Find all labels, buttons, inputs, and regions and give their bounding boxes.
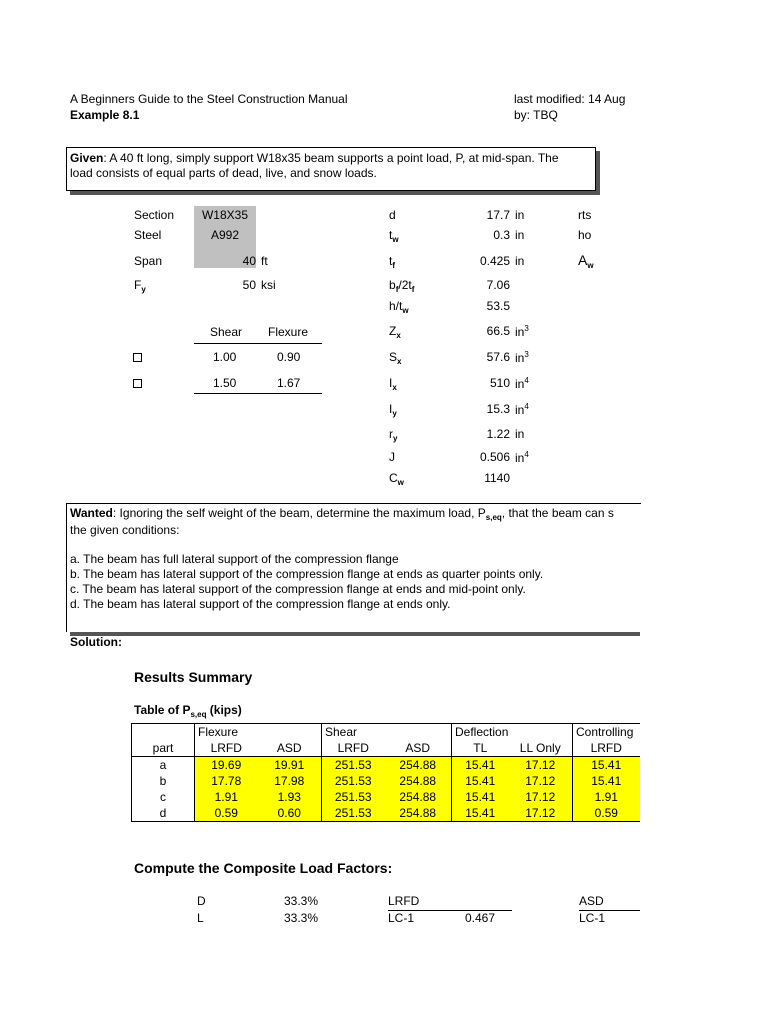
span-unit: ft [261,254,268,268]
col-part: part [132,740,195,757]
prop-unit: $in^3$ [515,324,529,339]
value-cell: 17.98 [258,773,322,789]
fy-label: $F_y$ [134,278,146,294]
value-cell: 15.41 [573,773,640,789]
prop-symbol: $b_f/2t_f$ [389,278,415,294]
value-cell: 1.91 [573,789,640,805]
wanted-item-d: d. The beam has lateral support of the compression flange at ends only. [70,597,451,611]
factors-top-rule [194,343,322,344]
group-deflection: Deflection [452,724,509,741]
value-cell: 17.12 [509,757,573,774]
ho-label: ho [578,228,592,242]
value-cell: 17.78 [195,773,258,789]
table-title: Table of $P_{s,eq}$ (kips) [134,703,242,719]
dead-label: D [197,894,206,908]
prop-value: 57.6 [486,350,510,364]
results-body [132,757,640,822]
prop-symbol: $h/t_w$ [389,299,409,315]
phi-flexure: 0.90 [277,350,301,364]
phi-shear: 1.00 [213,350,237,364]
prop-symbol: $r_y$ [389,427,398,443]
asd-header: ASD [579,894,604,908]
prop-value: 0.425 [479,254,510,268]
prop-unit: in [515,254,525,268]
given-text-2: load consists of equal parts of dead, live, and snow loads. [70,166,377,180]
prop-symbol: d [389,208,396,222]
prop-symbol: $t_w$ [389,228,399,244]
part-cell: b [132,773,195,789]
given-box [66,147,596,191]
value-cell: 17.12 [509,773,573,789]
lrfd-lc1-label: LC-1 [388,911,415,925]
prop-unit: in [515,427,525,441]
prop-unit: $in^4$ [515,402,529,417]
value-cell: 15.41 [452,789,509,805]
value-cell: 17.12 [509,805,573,822]
prop-unit: $in^3$ [515,350,529,365]
prop-symbol: $t_f$ [389,254,396,270]
value-cell: 19.69 [195,757,258,774]
prop-value: 66.5 [486,324,510,338]
composite-title: Compute the Composite Load Factors: [134,860,393,876]
prop-value: 7.06 [486,278,510,292]
prop-symbol: $Z_x$ [389,324,401,340]
aw-label: $A_w$ [578,252,594,270]
fy-unit: ksi [261,278,276,292]
value-cell: 17.12 [509,789,573,805]
prop-unit: in [515,228,525,242]
results-table [131,723,640,822]
steel-input[interactable]: A992 [210,228,240,242]
part-cell: a [132,757,195,774]
wanted-line-1: Wanted: Ignoring the self weight of the beam, determine the maximum load, $P_{s,eq}$, that the beam can s [70,506,614,522]
prop-symbol: $I_x$ [389,376,397,392]
prop-value: 1.22 [486,427,510,441]
prop-value: 17.7 [486,208,510,222]
factors-bottom-rule [194,393,322,394]
prop-value: 0.3 [493,228,510,242]
prop-unit: $in^4$ [515,450,529,465]
col-controlling-lrfd: LRFD [573,740,640,757]
rts-label: rts [578,208,592,222]
dead-value: 33.3% [284,894,319,908]
table-row [132,805,640,822]
given-line-1 [70,151,559,165]
live-value: 33.3% [284,911,319,925]
header-blank [132,724,195,741]
solution-label: Solution: [70,635,122,649]
group-flexure: Flexure [195,724,258,741]
omega-flexure: 1.67 [277,376,301,390]
lrfd-lc1-value: 0.467 [465,911,496,925]
value-cell: 0.60 [258,805,322,822]
wanted-item-b: b. The beam has lateral support of the compression flange at ends as quarter points only. [70,567,544,581]
steel-label: Steel [134,228,162,242]
prop-symbol: $S_x$ [389,350,402,366]
flexure-header: Flexure [268,325,309,339]
table-row [132,789,640,805]
prop-symbol: J [389,450,395,464]
value-cell: 251.53 [322,757,385,774]
group-shear: Shear [322,724,385,741]
col-deflection-tl: TL [452,740,509,757]
value-cell: 1.91 [195,789,258,805]
value-cell: 0.59 [195,805,258,822]
col-deflection-ll: LL Only [519,741,561,755]
prop-unit: in [515,208,525,222]
prop-symbol: $I_y$ [389,402,397,418]
value-cell: 251.53 [322,773,385,789]
omega-symbol-box [133,379,142,388]
omega-shear: 1.50 [213,376,237,390]
group-controlling: Controlling [573,724,640,741]
example-title: Example 8.1 [70,108,140,122]
value-cell: 15.41 [452,757,509,774]
given-label: Given [70,151,104,165]
given-text-1: : A 40 ft long, simply support W18x35 beam supports a point load, P, at mid-span. The [103,151,559,165]
part-cell: c [132,789,195,805]
prop-value: 510 [489,376,510,390]
part-cell: d [132,805,195,822]
asd-lc1-label: LC-1 [579,911,606,925]
wanted-item-c: c. The beam has lateral support of the compression flange at ends and mid-point only. [70,582,526,596]
book-title: A Beginners Guide to the Steel Construction Manual [70,92,348,106]
value-cell: 1.93 [258,789,322,805]
value-cell: 15.41 [452,773,509,789]
section-input[interactable]: W18X35 [201,208,249,222]
table-row [132,757,640,774]
fy-input[interactable]: 50 [242,278,256,292]
value-cell: 19.91 [258,757,322,774]
phi-symbol-box [133,353,142,362]
results-summary-title: Results Summary [134,669,253,685]
wanted-line-2: the given conditions: [70,523,180,537]
lrfd-header: LRFD [388,894,420,908]
span-input[interactable]: 40 [242,254,256,268]
value-cell: 251.53 [322,805,385,822]
prop-unit: $in^4$ [515,376,529,391]
wanted-shadow [70,632,640,636]
value-cell: 0.59 [573,805,640,822]
span-label: Span [134,254,163,268]
col-shear-lrfd: LRFD [322,740,385,757]
prop-value: 53.5 [486,299,510,313]
value-cell: 15.41 [573,757,640,774]
col-flexure-asd: ASD [276,741,302,755]
last-modified: last modified: 14 Aug [514,92,626,106]
author: by: TBQ [514,108,558,122]
value-cell: 254.88 [385,757,452,774]
prop-value: 1140 [484,471,510,485]
wanted-box [66,503,641,632]
live-label: L [197,911,204,925]
col-shear-asd: ASD [405,741,431,755]
value-cell: 15.41 [452,805,509,822]
table-row [132,773,640,789]
col-flexure-lrfd: LRFD [195,740,258,757]
prop-value: 15.3 [486,402,510,416]
value-cell: 254.88 [385,805,452,822]
value-cell: 251.53 [322,789,385,805]
value-cell: 254.88 [385,789,452,805]
value-cell: 254.88 [385,773,452,789]
section-label: Section [134,208,175,222]
prop-symbol: $C_w$ [389,471,404,487]
wanted-item-a: a. The beam has full lateral support of the compression flange [70,552,399,566]
shear-header: Shear [210,325,243,339]
prop-value: 0.506 [479,450,510,464]
